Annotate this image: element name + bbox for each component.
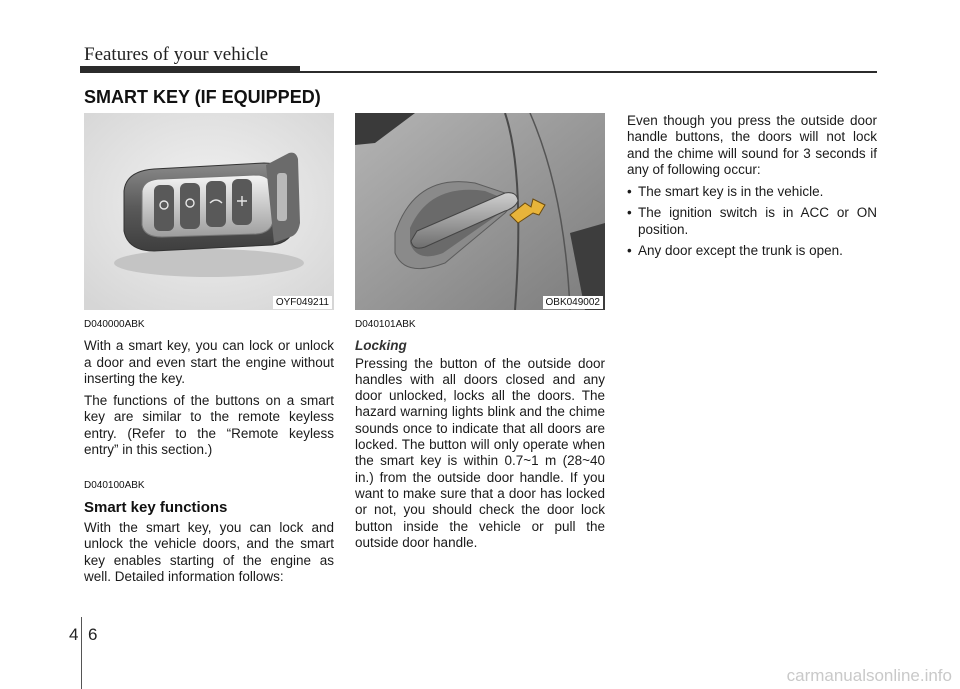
paragraph: The functions of the buttons on a smart key are similar to the remote keyless entry. (Refer to the “Remote keyless entry” in this section.) [84, 393, 334, 458]
condition-list [627, 184, 877, 259]
section-code: D040100ABK [84, 480, 145, 492]
list-item: • The ignition switch is in ACC or ON position. [627, 205, 877, 238]
chapter-number: 4 [69, 625, 79, 644]
header-rule [80, 71, 877, 73]
section-code: D040000ABK [84, 319, 145, 330]
column-3 [627, 113, 877, 265]
paragraph: Even though you press the outside door handle buttons, the doors will not lock and the chime will sound for 3 seconds if any of following occur: [627, 113, 877, 177]
watermark: carmanualsonline.info [786, 666, 952, 685]
list-item: • The smart key is in the vehicle. [627, 184, 877, 200]
column-1 [84, 317, 334, 591]
column-2 [355, 317, 605, 557]
header-title: Features of your vehicle [84, 44, 269, 65]
footer-rule [81, 617, 82, 689]
smart-key-illustration [84, 113, 334, 310]
paragraph: Pressing the button of the outside door handles with all doors closed and any door unlocked, locks all the doors. The hazard warning lights blink and the chime sounds once to indicate that all doors are locked. The button will only operate when the smart key is within 0.7~1 m (28~40 in.) from the outside door handle. If you want to make sure that a door has locked or not, you should check the door lock button inside the vehicle or pull the outside door handle. [355, 355, 605, 550]
door-handle-figure [355, 113, 605, 310]
section-code: D040101ABK [355, 319, 416, 330]
door-handle-illustration [355, 113, 605, 310]
subsection-heading: Smart key functions [84, 498, 228, 516]
smart-key-figure [84, 113, 334, 310]
paragraph: With a smart key, you can lock or unlock a door and even start the engine without inserting the key. [84, 338, 334, 386]
figure-code-key: OYF049211 [273, 296, 332, 309]
figure-code-door: OBK049002 [543, 296, 604, 309]
paragraph: With the smart key, you can lock and unlock the vehicle doors, and the smart key enables starting of the engine as well. Detailed information follows: [84, 519, 334, 584]
list-item: • Any door except the trunk is open. [627, 243, 877, 259]
page-number: 6 [88, 625, 98, 644]
section-title: SMART KEY (IF EQUIPPED) [84, 87, 321, 107]
locking-heading: Locking [355, 338, 407, 354]
